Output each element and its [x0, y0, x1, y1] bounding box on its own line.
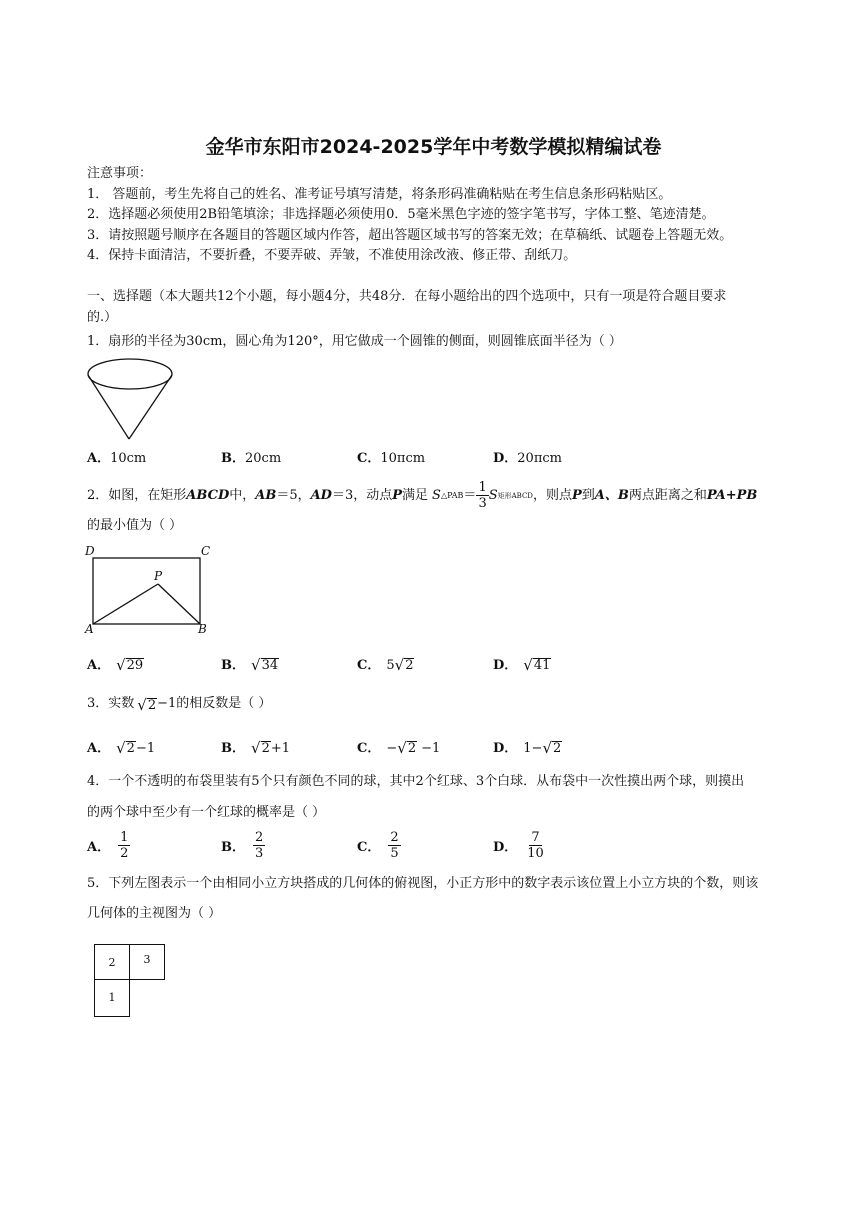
notice-item-1: 1． 答题前，考生先将自己的姓名、准考证号填写清楚，将条形码准确粘贴在考生信息条形码粘贴区。	[87, 187, 672, 202]
notice-item-3: 3．请按照题号顺序在各题目的答题区域内作答，超出答题区域书写的答案无效；在草稿纸、试题卷上答题无效。	[87, 228, 733, 243]
q4-option-d[interactable]: D． $\frac{7}{10}$	[493, 830, 544, 861]
page-title: 金华市东阳市2024-2025学年中考数学模拟精编试卷	[205, 136, 662, 158]
q2-fraction: $\frac{1}{3}$	[478, 480, 487, 511]
notice-heading: 注意事项：	[87, 166, 153, 181]
q1-option-b[interactable]: B．20cm	[221, 451, 282, 466]
q3-option-c[interactable]: C． − √ 2 −1	[357, 739, 441, 757]
label-p: P	[154, 569, 163, 583]
q1-stem: 1．扇形的半径为30cm，圆心角为120°，用它做成一个圆锥的侧面，则圆锥底面半径为（ ）	[87, 334, 622, 349]
cone-figure	[86, 357, 174, 443]
notice-item-2: 2．选择题必须使用2B铅笔填涂；非选择题必须使用0．5毫米黑色字迹的签字笔书写，字体工整、笔迹清楚。	[87, 207, 715, 222]
q3-option-d[interactable]: D． 1− √ 2	[493, 739, 562, 757]
q5-stem-line1: 5．下列左图表示一个由相同小立方块搭成的几何体的俯视图，小正方形中的数字表示该位置上小立方块的个数，则该	[87, 876, 759, 891]
label-b: B	[198, 622, 207, 636]
q2-option-d[interactable]: D． √ 41	[493, 656, 551, 674]
q4-stem-line2: 的两个球中至少有一个红球的概率是（ ）	[87, 805, 326, 820]
top-view-grid	[94, 944, 170, 1018]
notice-item-4: 4．保持卡面清洁，不要折叠，不要弄破、弄皱，不准使用涂改液、修正带、刮纸刀。	[87, 248, 577, 263]
q3-option-b[interactable]: B． √ 2 +1	[221, 739, 291, 757]
label-d: D	[85, 544, 95, 558]
q1-option-d[interactable]: D．20πcm	[493, 451, 562, 466]
grid-cell-top-left: 2	[94, 944, 130, 980]
q1-option-c[interactable]: C．10πcm	[357, 451, 426, 466]
q2-stem-line2: 的最小值为（ ）	[87, 518, 183, 533]
q3-stem: 3．实数 √ 2 −1 的相反数是（ ）	[87, 696, 272, 714]
q1-option-a[interactable]: A．10cm	[87, 451, 147, 466]
q2-stem-line1: 2．如图，在矩形 ABCD 中， AB ＝5， AD ＝3，动点 P 满足 S △PAB ＝ $\frac{1}{3}$ S 矩形ABCD ，则点 P 到 A、B 两点距离之和 PA+PB	[87, 480, 758, 511]
q3-option-a[interactable]: A． √ 2 −1	[87, 739, 156, 757]
q5-stem-line2: 几何体的主视图为（ ）	[87, 906, 222, 921]
label-a: A	[85, 622, 94, 636]
q4-stem-line1: 4．一个不透明的布袋里装有5个只有颜色不同的球，其中2个红球、3个白球．从布袋中一次性摸出两个球，则摸出	[87, 774, 745, 789]
label-c: C	[201, 544, 211, 558]
section-heading-line2: 的.）	[87, 310, 118, 325]
q4-option-a[interactable]: A． $\frac{1}{2}$	[87, 830, 129, 861]
q4-option-b[interactable]: B． $\frac{2}{3}$	[221, 830, 264, 861]
grid-cell-bottom-left: 1	[94, 979, 130, 1017]
q2-option-b[interactable]: B． √ 34	[221, 656, 279, 674]
q4-option-c[interactable]: C． $\frac{2}{5}$	[357, 830, 399, 861]
grid-cell-top-right: 3	[129, 944, 165, 980]
q2-option-a[interactable]: A． √ 29	[87, 656, 144, 674]
rectangle-figure	[84, 543, 214, 639]
q2-option-c[interactable]: C． 5 √ 2	[357, 656, 414, 674]
section-heading-line1: 一、选择题（本大题共12个小题，每小题4分，共48分．在每小题给出的四个选项中，只有一项是符合题目要求	[87, 289, 727, 304]
